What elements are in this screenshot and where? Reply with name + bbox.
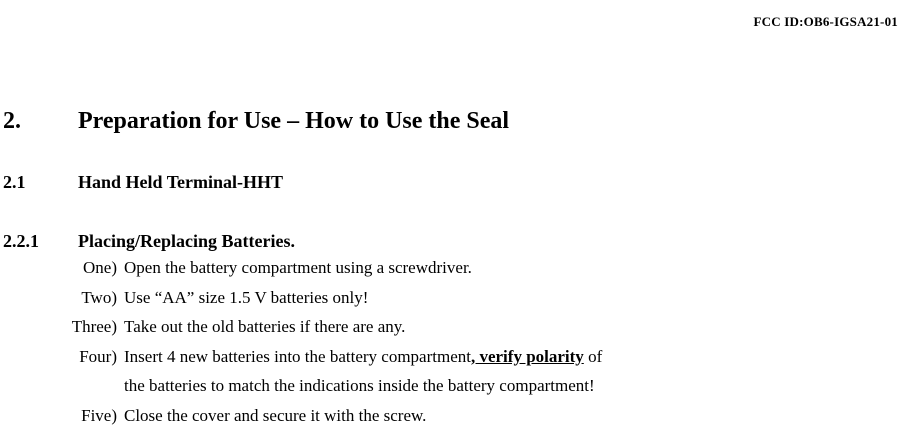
step-text: Take out the old batteries if there are any. xyxy=(124,317,405,337)
step-text-continuation: the batteries to match the indications inside the battery compartment! xyxy=(124,376,595,396)
step-text-after: of xyxy=(584,347,602,366)
step-marker: One) xyxy=(83,258,117,278)
step-marker: Three) xyxy=(72,317,117,337)
step-text: Open the battery compartment using a screwdriver. xyxy=(124,258,472,278)
step-marker: Two) xyxy=(81,288,117,308)
subsection-number: 2.1 xyxy=(3,172,78,193)
list-item xyxy=(0,317,902,347)
subsubsection-title: Placing/Replacing Batteries. xyxy=(78,231,295,251)
step-text xyxy=(124,347,602,367)
list-item xyxy=(0,347,902,406)
subsection-heading xyxy=(3,172,283,193)
verify-polarity-emphasis: , verify polarity xyxy=(471,347,584,366)
section-number: 2. xyxy=(3,108,78,135)
subsubsection-heading xyxy=(3,231,295,252)
step-text-before: Insert 4 new batteries into the battery compartment xyxy=(124,347,471,366)
list-item xyxy=(0,258,902,288)
section-title: Preparation for Use – How to Use the Seal xyxy=(78,108,509,134)
subsubsection-number: 2.2.1 xyxy=(3,231,78,252)
step-text: Close the cover and secure it with the screw. xyxy=(124,406,426,426)
step-marker: Four) xyxy=(79,347,117,367)
battery-steps-list xyxy=(0,258,902,435)
step-text: Use “AA” size 1.5 V batteries only! xyxy=(124,288,368,308)
subsection-title: Hand Held Terminal-HHT xyxy=(78,172,283,192)
fcc-id-label: FCC ID:OB6-IGSA21-01 xyxy=(754,14,898,30)
step-marker: Five) xyxy=(81,406,117,426)
section-heading xyxy=(3,108,509,135)
list-item xyxy=(0,288,902,318)
